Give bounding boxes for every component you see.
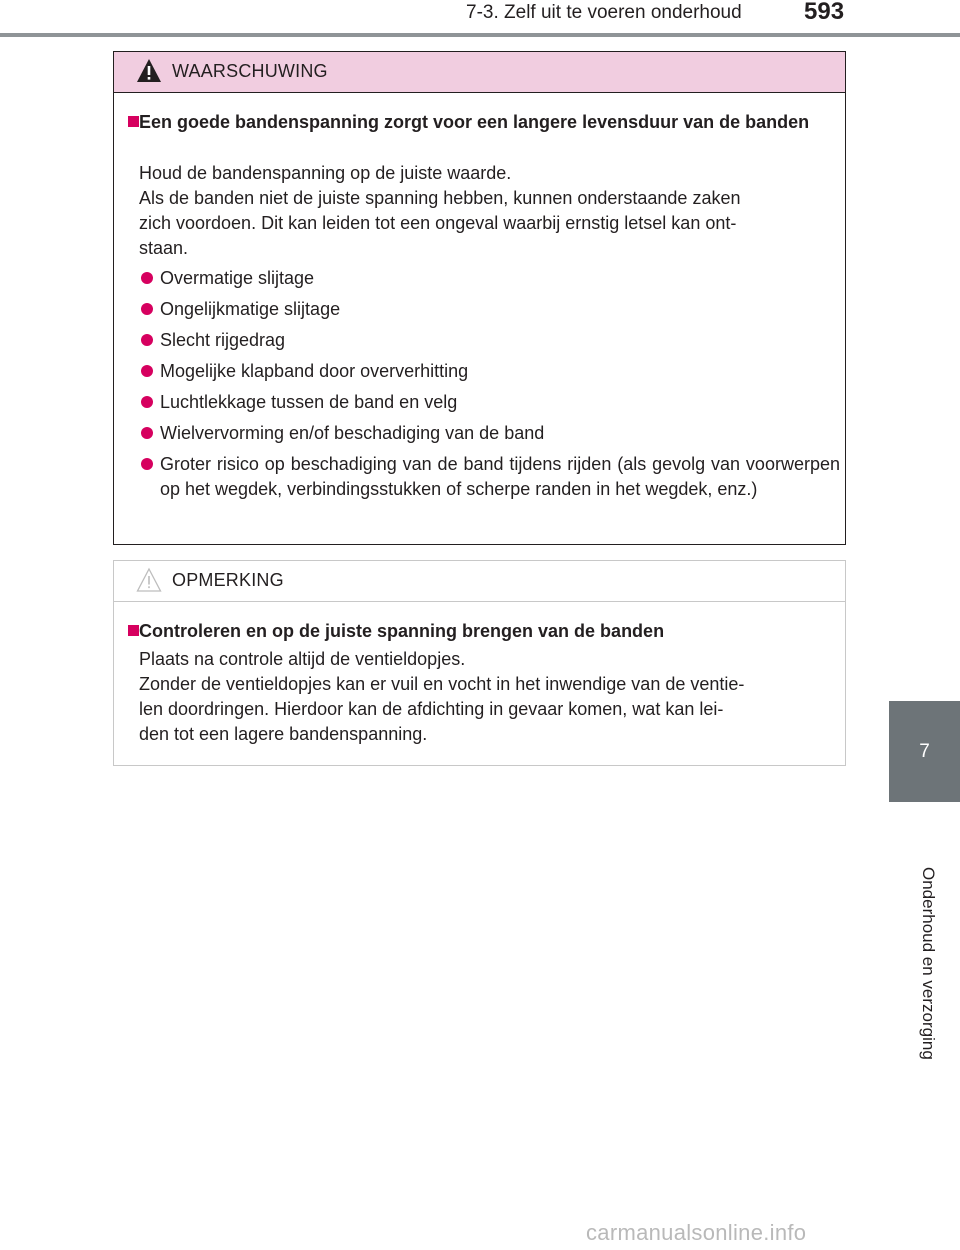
notice-header [114, 561, 845, 602]
watermark: carmanualsonline.info [586, 1220, 807, 1245]
warning-paragraph-line: Als de banden niet de juiste spanning hebben, kunnen onderstaande zaken [139, 188, 741, 208]
chapter-label: Onderhoud en verzorging [919, 867, 938, 1060]
bullet-icon [141, 427, 153, 439]
warning-paragraph: Houd de bandenspanning op de juiste waarde. [139, 163, 512, 183]
bullet-icon [141, 396, 153, 408]
notice-paragraph: Plaats na controle altijd de ventieldopjes. [139, 649, 466, 669]
notice-subheading: Controleren en op de juiste spanning brengen van de banden [139, 621, 665, 641]
notice-paragraph-line: Zonder de ventieldopjes kan er vuil en vocht in het inwendige van de ventie- [139, 674, 745, 694]
header-divider [0, 33, 960, 37]
notice-box [113, 560, 846, 766]
list-item-text: Groter risico op beschadiging van de band tijdens rijden (als gevolg van voorwerpen op het wegdek, verbindingsstukken of scherpe randen in het wegdek, enz.) [160, 454, 840, 499]
bullet-icon [141, 303, 153, 315]
chapter-tab [889, 701, 960, 802]
notice-paragraph-line: len doordringen. Hierdoor kan de afdichting in gevaar komen, wat kan lei- [139, 699, 724, 719]
list-item-text: Luchtlekkage tussen de band en velg [160, 392, 458, 412]
bullet-icon [141, 458, 153, 470]
notice-paragraph-line: den tot een lagere bandenspanning. [139, 724, 428, 744]
chapter-number: 7 [919, 740, 930, 762]
warning-paragraph-line: zich voordoen. Dit kan leiden tot een ongeval waarbij ernstig letsel kan ont- [139, 213, 737, 233]
warning-icon [136, 58, 162, 84]
section-title: 7-3. Zelf uit te voeren onderhoud [466, 2, 742, 23]
caution-outline-icon [136, 567, 162, 593]
section-marker-icon [128, 625, 139, 636]
bullet-icon [141, 272, 153, 284]
bullet-icon [141, 334, 153, 346]
list-item-text: Slecht rijgedrag [160, 330, 286, 350]
list-item-text: Ongelijkmatige slijtage [160, 299, 341, 319]
list-item-text: Mogelijke klapband door oververhitting [160, 361, 469, 381]
warning-title: WAARSCHUWING [172, 61, 328, 81]
page-number: 593 [804, 0, 845, 25]
warning-header [114, 52, 845, 93]
notice-title: OPMERKING [172, 570, 284, 590]
section-marker-icon [128, 116, 139, 127]
list-item-text: Overmatige slijtage [160, 268, 315, 288]
warning-box [113, 51, 846, 545]
list-item-text: Wielvervorming en/of beschadiging van de band [160, 423, 545, 443]
warning-subheading: Een goede bandenspanning zorgt voor een langere levensduur van de banden [139, 112, 810, 132]
warning-paragraph-line: staan. [139, 238, 189, 258]
bullet-icon [141, 365, 153, 377]
